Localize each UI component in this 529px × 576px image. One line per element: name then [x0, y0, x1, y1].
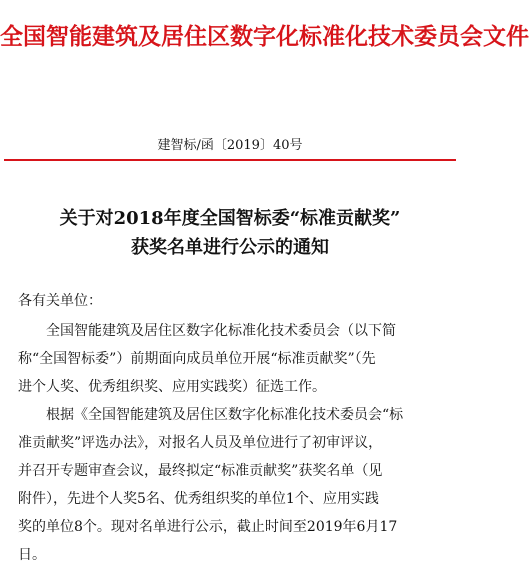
paragraph-2-line: 准贡献奖”评选办法》，对报名人员及单位进行了初审评议，: [18, 435, 383, 451]
document-number: 建智标/函〔2019〕40号: [157, 138, 303, 153]
org-header-title: 全国智能建筑及居住区数字化标准化技术委员会文件: [0, 24, 529, 50]
paragraph-2-line: 日。: [18, 547, 46, 563]
paragraph-1-line: 全国智能建筑及居住区数字化标准化技术委员会（以下简: [46, 323, 396, 339]
notice-title-line-2: 获奖名单进行公示的通知: [131, 237, 329, 258]
paragraph-2-line: 奖的单位8个。现对名单进行公示，截止时间至2019年6月17: [18, 519, 398, 535]
paragraph-2-line: 并召开专题审查会议，最终拟定“标准贡献奖”获奖名单（见: [18, 463, 383, 479]
paragraph-2-line: 根据《全国智能建筑及居住区数字化标准化技术委员会“标: [46, 407, 404, 423]
paragraph-1-line: 进个人奖、优秀组织奖、应用实践奖）征选工作。: [18, 379, 326, 395]
salutation: 各有关单位：: [18, 293, 102, 309]
paragraph-1: [18, 317, 442, 401]
paragraph-2: [18, 401, 442, 569]
paragraph-1-line: 称“全国智标委”）前期面向成员单位开展“标准贡献奖”（先: [18, 351, 376, 367]
red-divider-line: [4, 159, 456, 161]
notice-title-line-1: 关于对2018年度全国智标委“标准贡献奖”: [59, 208, 401, 229]
paragraph-2-line: 附件），先进个人奖5名、优秀组织奖的单位1个、应用实践: [18, 491, 379, 507]
